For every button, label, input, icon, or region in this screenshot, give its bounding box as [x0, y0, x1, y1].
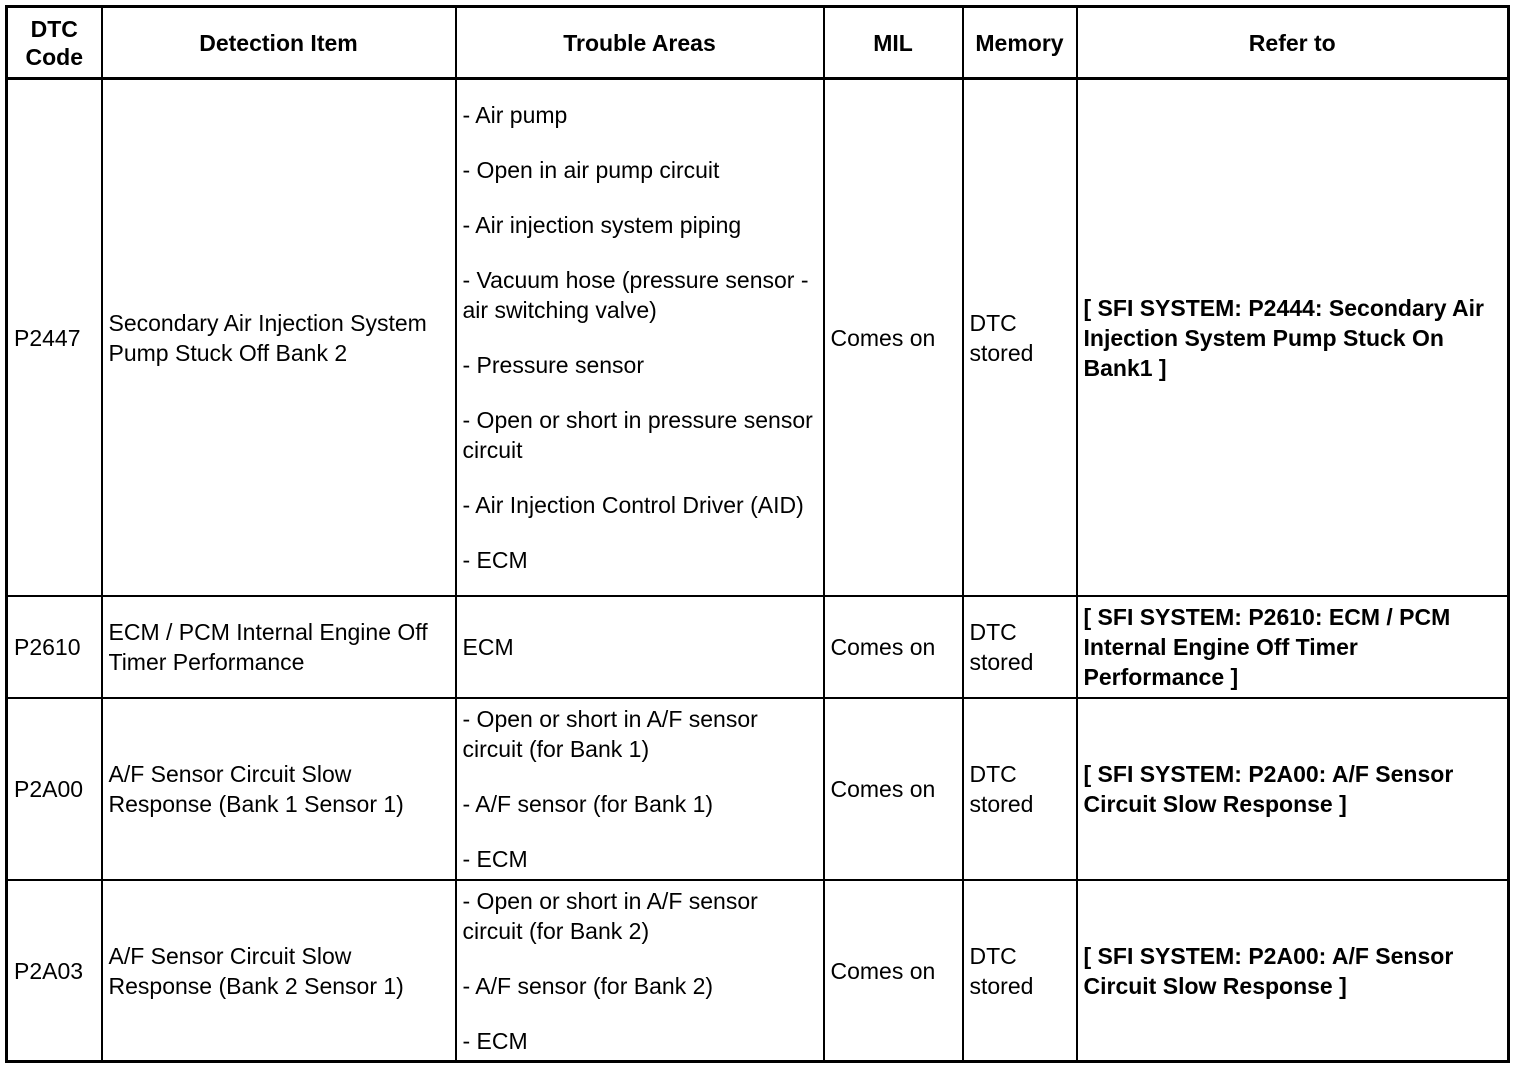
trouble-area-item: - ECM: [462, 547, 528, 573]
trouble-area-item: - Air Injection Control Driver (AID): [462, 492, 804, 518]
trouble-area-item: - ECM: [462, 846, 528, 873]
trouble-area-item: - Open or short in A/F sensor circuit (for Bank 1): [462, 706, 758, 763]
trouble-areas: [456, 698, 824, 880]
trouble-area-item: - Air injection system piping: [462, 212, 742, 238]
mil-status: Comes on: [824, 79, 963, 597]
memory-status: DTC stored: [963, 596, 1077, 698]
mil-status: Comes on: [824, 880, 963, 1061]
table-row: [7, 698, 1509, 880]
header-dtc-code-line2: Code: [25, 43, 83, 70]
trouble-area-item: - Vacuum hose (pressure sensor - air switching valve): [462, 267, 809, 323]
header-row: [7, 7, 1509, 79]
memory-status: DTC stored: [963, 880, 1077, 1061]
trouble-area-item: - Pressure sensor: [462, 352, 645, 378]
dtc-code: P2A03: [7, 880, 102, 1061]
dtc-table: [5, 5, 1510, 1063]
header-trouble-areas: Trouble Areas: [456, 7, 824, 79]
header-detection-item: Detection Item: [102, 7, 456, 79]
trouble-area-item: - Open or short in pressure sensor circuit: [462, 407, 813, 463]
trouble-area-item: - Open in air pump circuit: [462, 157, 720, 183]
header-refer-to: Refer to: [1077, 7, 1509, 79]
refer-to-link[interactable]: [ SFI SYSTEM: P2444: Secondary Air Injection System Pump Stuck On Bank1 ]: [1077, 79, 1509, 597]
trouble-areas: [456, 79, 824, 597]
trouble-area-item: - A/F sensor (for Bank 2): [462, 972, 714, 999]
table-row: [7, 596, 1509, 698]
mil-status: Comes on: [824, 596, 963, 698]
trouble-areas: [456, 880, 824, 1061]
refer-to-link[interactable]: [ SFI SYSTEM: P2A00: A/F Sensor Circuit Slow Response ]: [1077, 880, 1509, 1061]
mil-status: Comes on: [824, 698, 963, 880]
memory-status: DTC stored: [963, 698, 1077, 880]
trouble-area-item: - Open or short in A/F sensor circuit (for Bank 2): [462, 887, 758, 944]
detection-item: A/F Sensor Circuit Slow Response (Bank 1 Sensor 1): [102, 698, 456, 880]
header-memory: Memory: [963, 7, 1077, 79]
table-row: [7, 79, 1509, 597]
refer-to-link[interactable]: [ SFI SYSTEM: P2610: ECM / PCM Internal Engine Off Timer Performance ]: [1077, 596, 1509, 698]
header-dtc-code-line1: DTC: [30, 15, 78, 42]
trouble-area-item: ECM: [462, 634, 514, 661]
dtc-code: P2610: [7, 596, 102, 698]
detection-item: ECM / PCM Internal Engine Off Timer Performance: [102, 596, 456, 698]
trouble-area-item: - ECM: [462, 1027, 528, 1054]
header-mil: MIL: [824, 7, 963, 79]
memory-status: DTC stored: [963, 79, 1077, 597]
trouble-area-item: - Air pump: [462, 102, 568, 128]
detection-item: Secondary Air Injection System Pump Stuck Off Bank 2: [102, 79, 456, 597]
dtc-code: P2A00: [7, 698, 102, 880]
detection-item: A/F Sensor Circuit Slow Response (Bank 2 Sensor 1): [102, 880, 456, 1061]
header-dtc-code: [7, 7, 102, 79]
trouble-area-item: - A/F sensor (for Bank 1): [462, 791, 714, 818]
refer-to-link[interactable]: [ SFI SYSTEM: P2A00: A/F Sensor Circuit Slow Response ]: [1077, 698, 1509, 880]
trouble-areas: [456, 596, 824, 698]
dtc-code: P2447: [7, 79, 102, 597]
table-row: [7, 880, 1509, 1061]
